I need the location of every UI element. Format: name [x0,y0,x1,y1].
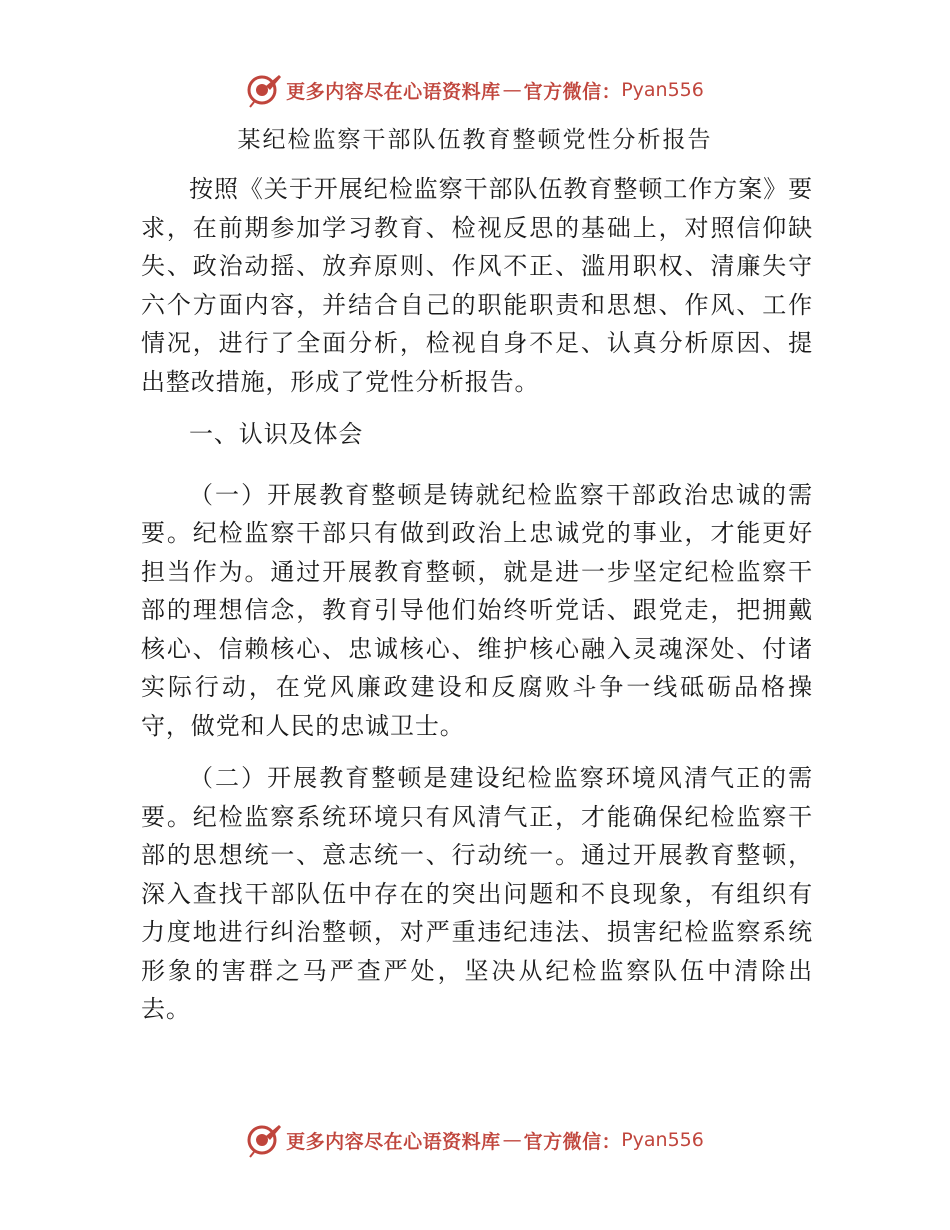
watermark-account: Pyan556 [621,1129,704,1151]
document-body [141,170,813,1043]
watermark-channel-text: 官方微信： [523,80,622,103]
watermark-site-text: 更多内容尽在心语资料库 [286,1130,501,1153]
header-watermark [0,70,950,110]
pen-logo-icon [246,72,282,108]
body-paragraph: （一）开展教育整顿是铸就纪检监察干部政治忠诚的需要。纪检监察干部只有做到政治上忠诚党的事业，才能更好担当作为。通过开展教育整顿，就是进一步坚定纪检监察干部的理想信念，教育引导他们始终听党话、跟党走，把拥戴核心、信赖核心、忠诚核心、维护核心融入灵魂深处、付诸实际行动，在党风廉政建设和反腐败斗争一线砥砺品格操守，做党和人民的忠诚卫士。 [141,480,813,740]
footer-watermark [0,1120,950,1160]
pen-logo-icon [246,1122,282,1158]
watermark-dash: — [502,79,522,101]
watermark-dash: — [502,1129,522,1151]
watermark-site-text: 更多内容尽在心语资料库 [286,80,501,103]
document-title: 某纪检监察干部队伍教育整顿党性分析报告 [237,127,713,153]
watermark-channel-text: 官方微信： [523,1130,622,1153]
body-paragraph: （二）开展教育整顿是建设纪检监察环境风清气正的需要。纪检监察系统环境只有风清气正，才能确保纪检监察干部的思想统一、意志统一、行动统一。通过开展教育整顿，深入查找干部队伍中存在的突出问题和不良现象，有组织有力度地进行纠治整顿，对严重违纪违法、损害纪检监察系统形象的害群之马严查严处，坚决从纪检监察队伍中清除出去。 [141,764,813,1023]
watermark-account: Pyan556 [621,79,704,101]
section-heading: 一、认识及体会 [189,420,364,448]
intro-paragraph: 按照《关于开展纪检监察干部队伍教育整顿工作方案》要求，在前期参加学习教育、检视反思的基础上，对照信仰缺失、政治动摇、放弃原则、作风不正、滥用职权、清廉失守六个方面内容，并结合自己的职能职责和思想、作风、工作情况，进行了全面分析，检视自身不足、认真分析原因、提出整改措施，形成了党性分析报告。 [141,175,813,396]
